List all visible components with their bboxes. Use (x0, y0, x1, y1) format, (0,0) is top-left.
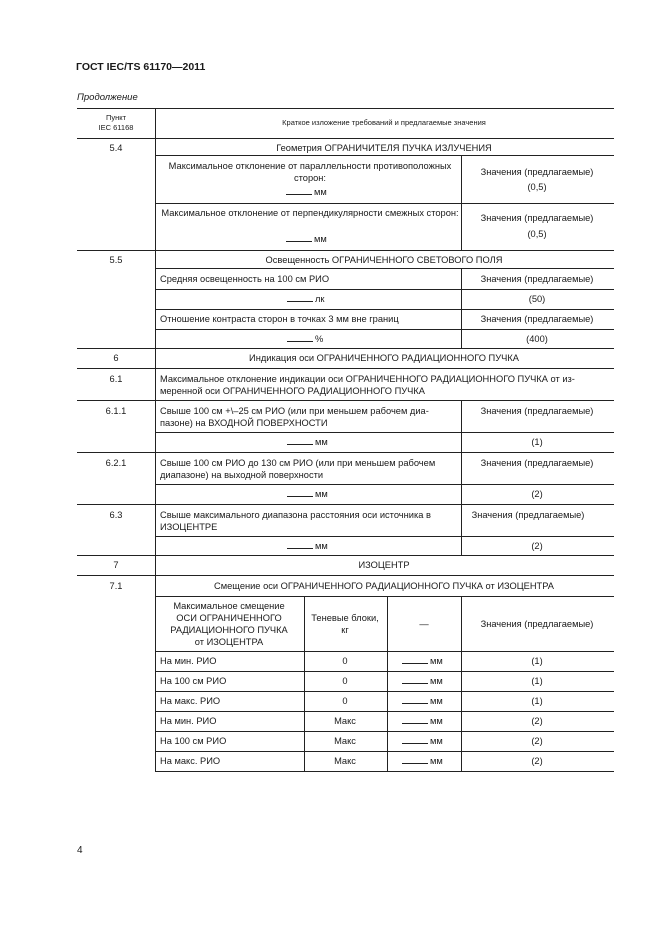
proposed-value: (2) (531, 489, 543, 499)
shadow-blocks-value: Макс (334, 756, 356, 766)
shadow-blocks-value: 0 (342, 696, 348, 706)
proposed-value: (2) (531, 541, 543, 551)
values-label: Значения (предлагаемые) (480, 274, 594, 284)
clause-number: 6.1.1 (105, 406, 127, 416)
subtable-header-displacement: Максимальное смещение ОСИ ОГРАНИЧЕННОГО РАДИАЦИОННОГО ПУЧКА от ИЗОЦЕНТРА (170, 601, 288, 647)
subtable-header-dash: — (419, 619, 429, 629)
proposed-value: (400) (526, 334, 548, 344)
clause-number: 5.5 (109, 255, 123, 265)
proposed-value: (0,5) (527, 229, 547, 239)
section-title: Индикация оси ОГРАНИЧЕННОГО РАДИАЦИОННОГО ПУЧКА (249, 353, 519, 363)
clause-number: 6.3 (109, 510, 123, 520)
unit-blank: мм (402, 755, 443, 767)
unit-blank: мм (287, 488, 328, 500)
requirement-text: Максимальное отклонение от перпендикулярности смежных сторон: (161, 208, 459, 218)
requirement-text: Средняя освещенность на 100 см РИО (160, 274, 330, 284)
values-label: Значения (предлагаемые) (480, 458, 594, 468)
proposed-value: (1) (531, 696, 543, 706)
clause-number: 6.2.1 (105, 458, 127, 468)
proposed-value: (1) (531, 437, 543, 447)
row-label: На макс. РИО (160, 756, 221, 766)
requirement-text: Максимальное отклонение от параллельности противоположных сторон: (168, 161, 452, 183)
values-label: Значения (предлагаемые) (480, 406, 594, 416)
clause-number: 5.4 (109, 143, 123, 153)
proposed-value: (1) (531, 676, 543, 686)
proposed-value: (2) (531, 756, 543, 766)
subtable-header-shadow-blocks: Теневые блоки, кг (311, 613, 379, 635)
unit-blank: мм (402, 655, 443, 667)
shadow-blocks-value: Макс (334, 736, 356, 746)
requirement-text: Отношение контраста сторон в точках 3 мм вне границ (160, 314, 399, 324)
unit-blank: мм (402, 675, 443, 687)
requirement-text-line: Свыше 100 см РИО до 130 см РИО (или при меньшем рабочем (160, 458, 436, 468)
section-title: Смещение оси ОГРАНИЧЕННОГО РАДИАЦИОННОГО ПУЧКА от ИЗОЦЕНТРА (213, 581, 555, 591)
row-label: На 100 см РИО (160, 736, 227, 746)
proposed-value: (50) (528, 294, 546, 304)
clause-number: 7 (113, 560, 119, 570)
subtable-header-values: Значения (предлагаемые) (480, 619, 594, 629)
values-label: Значения (предлагаемые) (471, 510, 585, 520)
section-title: Геометрия ОГРАНИЧИТЕЛЯ ПУЧКА ИЗЛУЧЕНИЯ (276, 143, 492, 153)
unit-blank: мм (286, 186, 327, 198)
continuation-label: Продолжение (77, 92, 138, 103)
unit-blank: мм (402, 695, 443, 707)
column-header-requirements: Краткое изложение требований и предлагаемые значения (282, 118, 486, 127)
row-label: На мин. РИО (160, 656, 217, 666)
requirement-text-line: Максимальное отклонение индикации оси ОГРАНИЧЕННОГО РАДИАЦИОННОГО ПУЧКА от из- (160, 374, 575, 384)
row-label: На макс. РИО (160, 696, 221, 706)
unit-blank: мм (287, 540, 328, 552)
requirement-text-line: пазоне) на ВХОДНОЙ ПОВЕРХНОСТИ (160, 418, 328, 428)
page-number: 4 (77, 845, 83, 856)
values-label: Значения (предлагаемые) (480, 314, 594, 324)
values-label: Значения (предлагаемые) (480, 213, 594, 223)
shadow-blocks-value: 0 (342, 656, 348, 666)
proposed-value: (2) (531, 716, 543, 726)
row-label: На мин. РИО (160, 716, 217, 726)
shadow-blocks-value: 0 (342, 676, 348, 686)
values-label: Значения (предлагаемые) (480, 167, 594, 177)
unit-blank: % (287, 333, 323, 345)
unit-blank: мм (286, 233, 327, 245)
unit-blank: лк (287, 293, 325, 305)
shadow-blocks-value: Макс (334, 716, 356, 726)
row-label: На 100 см РИО (160, 676, 227, 686)
proposed-value: (0,5) (527, 182, 547, 192)
document-title: ГОСТ IEC/TS 61170—2011 (76, 61, 206, 73)
unit-blank: мм (287, 436, 328, 448)
clause-number: 6 (113, 353, 119, 363)
column-header-clause: Пункт IEC 61168 (98, 113, 134, 132)
unit-blank: мм (402, 735, 443, 747)
requirement-text-line: диапазоне) на выходной поверхности (160, 470, 324, 480)
clause-number: 6.1 (109, 374, 123, 384)
proposed-value: (2) (531, 736, 543, 746)
requirement-text-line: Свыше максимального диапазона расстояния оси источника в (160, 510, 431, 520)
requirement-text-line: меренной оси ОГРАНИЧЕННОГО РАДИАЦИОННОГО ПУЧКА (160, 386, 425, 396)
section-title: ИЗОЦЕНТР (358, 560, 410, 570)
proposed-value: (1) (531, 656, 543, 666)
section-title: Освещенность ОГРАНИЧЕННОГО СВЕТОВОГО ПОЛЯ (265, 255, 503, 265)
requirement-text-line: Свыше 100 см +\–25 см РИО (или при меньшем рабочем диа- (160, 406, 429, 416)
unit-blank: мм (402, 715, 443, 727)
clause-number: 7.1 (109, 581, 123, 591)
requirement-text-line: ИЗОЦЕНТРЕ (160, 522, 218, 532)
